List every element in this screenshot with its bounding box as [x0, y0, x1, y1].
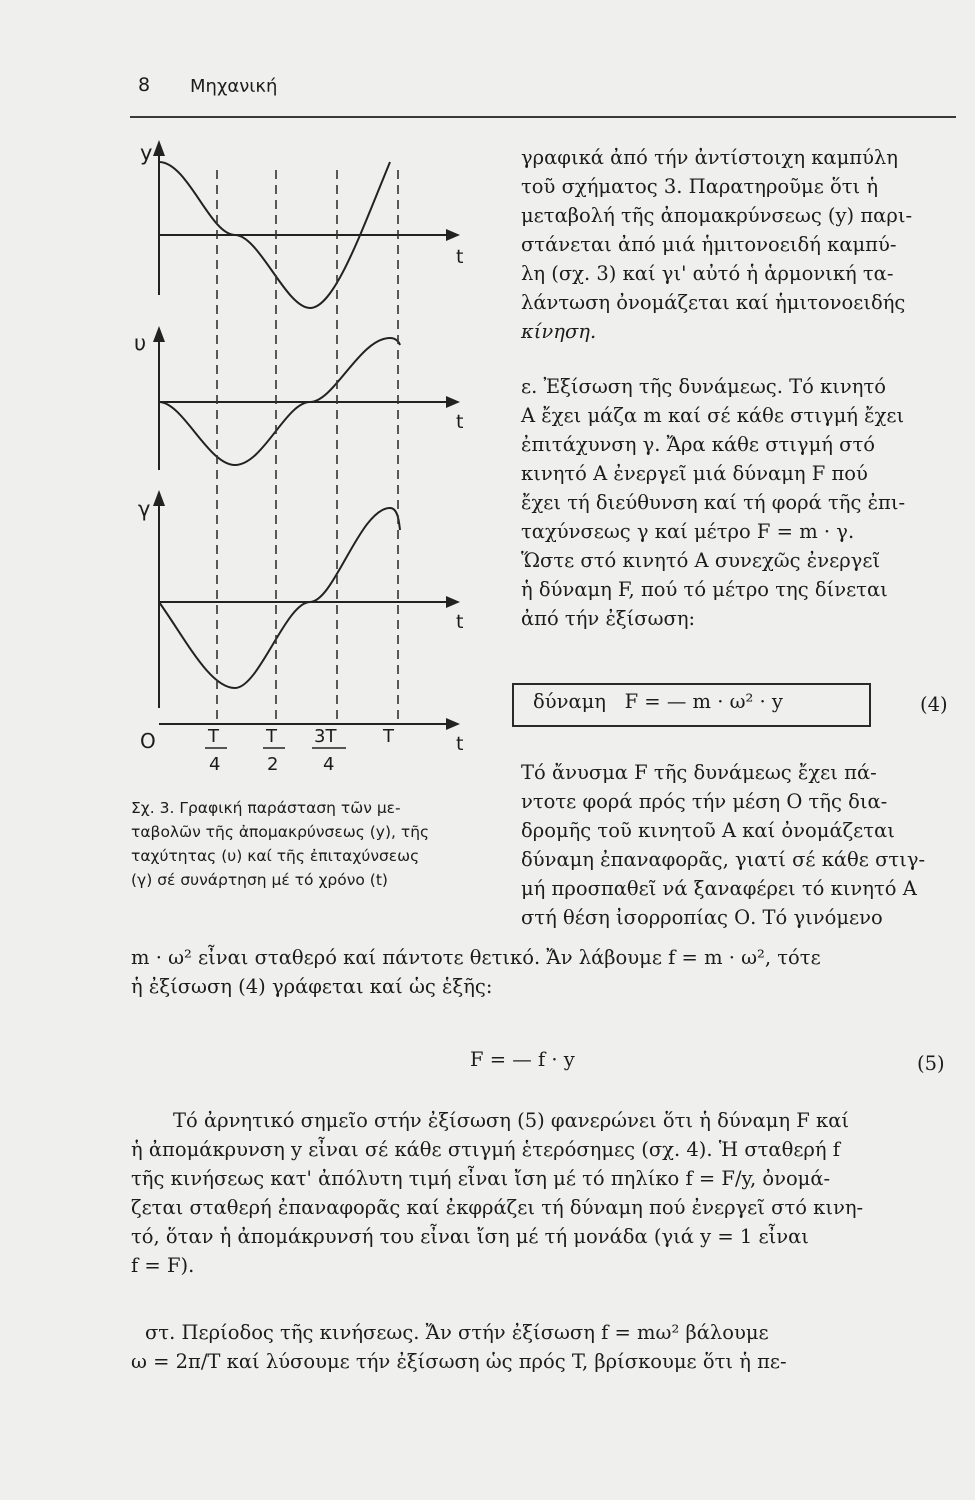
text-line: ε. Ἐξίσωση τῆς δυνάμεως. Τό κινητό — [521, 375, 886, 398]
tick-3t4-den: 4 — [323, 754, 335, 775]
equation-4-number: (4) — [920, 693, 948, 716]
g-axis-arrow — [153, 490, 165, 506]
paragraph-sinusoid — [521, 143, 961, 346]
text-line: Τό ἀρνητικό σημεῖο στήν ἐξίσωση (5) φανερώνει ὅτι ἡ δύναμη F καί — [173, 1109, 850, 1132]
tick-t2-den: 2 — [267, 754, 279, 775]
equation-5: F = — f · y — [470, 1048, 575, 1071]
tick-t-num: T — [383, 726, 394, 747]
text-line: κίνηση. — [521, 320, 597, 343]
time-arrow — [446, 718, 460, 730]
page-number: 8 — [138, 74, 151, 96]
caption-line: Σχ. 3. Γραφική παράσταση τῶν με- — [131, 799, 401, 817]
caption-line: ταχύτητας (υ) καί τῆς ἐπιταχύνσεως — [131, 847, 420, 865]
text-line: λη (σχ. 3) καί γι' αὐτό ἡ ἁρμονική τα- — [521, 262, 894, 285]
caption-line: ταβολῶν τῆς ἀπομακρύνσεως (y), τῆς — [131, 823, 430, 841]
text-line: f = F). — [131, 1254, 195, 1277]
time-t-label: t — [456, 733, 464, 755]
text-line: Τό ἄνυσμα F τῆς δυνάμεως ἔχει πά- — [521, 761, 877, 784]
y-axis-arrow — [153, 140, 165, 156]
text-line: στάνεται ἀπό μιά ἡμιτονοειδή καμπύ- — [521, 233, 897, 256]
running-title: Μηχανική — [190, 76, 278, 97]
y-t-arrow — [446, 229, 460, 241]
text-line: κινητό Α ἐνεργεῖ μιά δύναμη F πού — [521, 462, 868, 485]
text-line: τό, ὅταν ἡ ἀπομάκρυνσή του εἶναι ἴση μέ τή μονάδα (γιά y = 1 εἶναι — [131, 1225, 809, 1248]
equation-5-number: (5) — [917, 1052, 945, 1075]
text-line: ντοτε φορά πρός τήν μέση Ο τῆς δια- — [521, 790, 888, 813]
tick-t4-num: T — [208, 726, 219, 747]
caption-line: (γ) σέ συνάρτηση μέ τό χρόνο (t) — [131, 871, 388, 889]
text-line: ἡ ἀπομάκρυνση y εἶναι σέ κάθε στιγμή ἑτερόσημες (σχ. 4). Ἡ σταθερή f — [131, 1138, 840, 1161]
figure-caption — [131, 796, 481, 892]
tick-t2-num: T — [266, 726, 277, 747]
origin-label: O — [140, 729, 156, 753]
equation-4: δύναμη F = — m · ω² · y — [533, 690, 783, 713]
text-line: δύναμη ἐπαναφορᾶς, γιατί σέ κάθε στιγ- — [521, 848, 926, 871]
tick-3t4-num: 3T — [314, 726, 337, 747]
text-line: δρομῆς τοῦ κινητοῦ Α καί ὀνομάζεται — [521, 819, 895, 842]
text-line: m · ω² εἶναι σταθερό καί πάντοτε θετικό. Ἄν λάβουμε f = m · ω², τότε — [131, 946, 821, 969]
g-curve — [159, 508, 400, 688]
text-line: ταχύνσεως γ καί μέτρο F = m · γ. — [521, 520, 855, 543]
v-axis-label: υ — [134, 331, 147, 355]
y-axis-label: y — [140, 141, 153, 165]
v-t-arrow — [446, 396, 460, 408]
text-line: Α ἔχει μάζα m καί σέ κάθε στιγμή ἔχει — [521, 404, 905, 427]
text-line: ω = 2π/T καί λύσουμε τήν ἐξίσωση ὡς πρός T, βρίσκουμε ὅτι ἡ πε- — [131, 1350, 787, 1373]
text-line: στ. Περίοδος τῆς κινήσεως. Ἄν στήν ἐξίσωση f = mω² βάλουμε — [145, 1321, 769, 1344]
paragraph-restoring-force — [521, 758, 961, 932]
text-line: ἔχει τή διεύθυνση καί τή φορά τῆς ἐπι- — [521, 491, 906, 514]
paragraph-force-equation — [521, 372, 961, 633]
tick-t4-den: 4 — [209, 754, 221, 775]
text-line: ἐπιτάχυνση γ. Ἄρα κάθε στιγμή στό — [521, 433, 875, 456]
header-rule — [130, 116, 956, 118]
paragraph-period — [131, 1318, 956, 1376]
text-line: ζεται σταθερή ἐπαναφορᾶς καί ἐκφράζει τή δύναμη πού ἐνεργεῖ στό κινη- — [131, 1196, 864, 1219]
text-line: ἀπό τήν ἐξίσωση: — [521, 607, 696, 630]
text-line: ἡ δύναμη F, πού τό μέτρο της δίνεται — [521, 578, 888, 601]
v-t-label: t — [456, 411, 464, 433]
figure-graphs — [128, 130, 508, 780]
text-line: στή θέση ἰσορροπίας Ο. Τό γινόμενο — [521, 906, 883, 929]
text-line: λάντωση ὀνομάζεται καί ἡμιτονοειδής — [521, 291, 906, 314]
text-line: τοῦ σχήματος 3. Παρατηροῦμε ὅτι ἡ — [521, 175, 879, 198]
text-line: γραφικά ἀπό τήν ἀντίστοιχη καμπύλη — [521, 146, 898, 169]
g-axis-label: γ — [138, 497, 151, 521]
paragraph-negative-sign — [131, 1106, 956, 1280]
y-t-label: t — [456, 246, 464, 268]
g-t-label: t — [456, 611, 464, 633]
text-line: μή προσπαθεῖ νά ξαναφέρει τό κινητό Α — [521, 877, 917, 900]
g-t-arrow — [446, 596, 460, 608]
text-line: μεταβολή τῆς ἀπομακρύνσεως (y) παρι- — [521, 204, 913, 227]
text-line: Ὥστε στό κινητό Α συνεχῶς ἐνεργεῖ — [521, 549, 881, 572]
text-line: ἡ ἐξίσωση (4) γράφεται καί ὡς ἑξῆς: — [131, 975, 493, 998]
text-line: τῆς κινήσεως κατ' ἀπόλυτη τιμή εἶναι ἴση μέ τό πηλίκο f = F/y, ὀνομά- — [131, 1167, 831, 1190]
paragraph-continuation — [131, 943, 956, 1001]
v-axis-arrow — [153, 326, 165, 342]
